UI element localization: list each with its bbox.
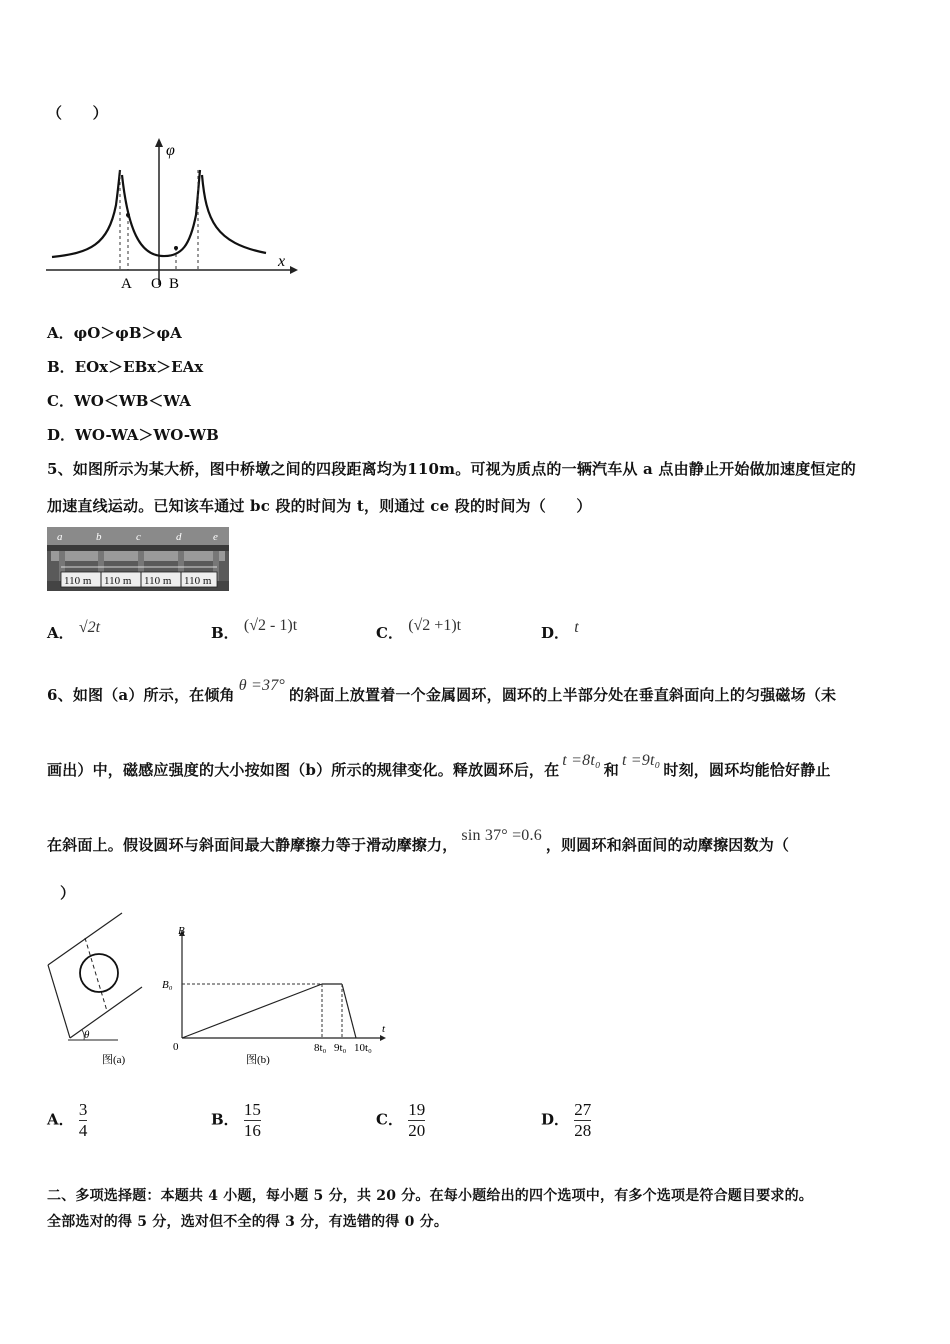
theta-expression: θ =37°	[238, 677, 286, 694]
fraction	[79, 1100, 88, 1141]
denominator: 20	[408, 1121, 426, 1140]
tick-9t0: 9t₀	[334, 1042, 347, 1054]
q5-option-d[interactable]	[541, 619, 579, 643]
time-expression-1: t =8t₀	[562, 752, 601, 769]
bridge-point-e: e	[213, 531, 218, 543]
numerator: 27	[574, 1100, 592, 1119]
text-segment: 时刻，圆环均能恰好静止	[663, 761, 831, 779]
tick-8t0: 8t₀	[314, 1042, 327, 1054]
section2-heading-line1: 二、多项选择题：本题共 4 小题，每小题 5 分，共 20 分。在每小题给出的四个选项中，有多个选项是符合题目要求的。	[47, 1188, 814, 1204]
q6-option-c[interactable]	[376, 1100, 425, 1141]
sin-expression: sin 37° =0.6	[461, 827, 542, 844]
point-b-label: B	[169, 276, 180, 292]
option-math: (√2 - 1)t	[243, 617, 298, 634]
t-axis-label: t	[382, 1023, 386, 1035]
option-letter: D．	[47, 426, 76, 444]
q6-option-a[interactable]	[47, 1100, 87, 1141]
b0-label: B₀	[162, 979, 173, 991]
q4-option-c[interactable]	[47, 390, 191, 411]
q4-option-a[interactable]	[47, 322, 182, 343]
option-text: WO-WA＞WO-WB	[75, 426, 219, 444]
figure-b-b-t-graph	[160, 920, 390, 1070]
origin-label: 0	[173, 1041, 179, 1053]
point-o-label: O	[151, 276, 162, 292]
section2-heading-line2: 全部选对的得 5 分，选对但不全的得 3 分，有选错的得 0 分。	[47, 1214, 449, 1230]
text-segment: 画出）中，磁感应强度的大小按如图（b）所示的规律变化。释放圆环后，在	[47, 761, 560, 779]
q5-option-c[interactable]	[376, 617, 462, 643]
phi-label: φ	[166, 142, 175, 159]
text-segment: 在斜面上。假设圆环与斜面间最大静摩擦力等于滑动摩擦力，	[47, 836, 458, 854]
option-text: φO＞φB＞φA	[73, 324, 182, 342]
option-math: √2t	[78, 619, 101, 636]
span-label: 110 m	[184, 575, 212, 587]
numerator: 19	[408, 1100, 426, 1119]
fraction	[244, 1100, 261, 1141]
fraction	[574, 1100, 591, 1141]
q4-option-b[interactable]	[47, 356, 203, 377]
numerator: 15	[243, 1100, 261, 1119]
option-math: (√2 +1)t	[408, 617, 462, 634]
q5-stem-line1: 5、如图所示为某大桥，图中桥墩之间的四段距离均为110m。可视为质点的一辆汽车从 a 点由静止开始做加速度恒定的	[47, 460, 856, 478]
time-expression-2: t =9t₀	[621, 752, 661, 769]
bridge-point-c: c	[136, 531, 141, 543]
span-label: 110 m	[104, 575, 132, 587]
q6-stem-line2	[47, 752, 831, 780]
q5-stem-line2: 加速直线运动。已知该车通过 bc 段的时间为 t，则通过 ce 段的时间为（ ）	[47, 497, 592, 515]
q6-option-d[interactable]	[541, 1100, 591, 1141]
text-segment: 和	[603, 761, 619, 779]
x-axis-label: x	[278, 253, 286, 270]
q6-option-b[interactable]	[211, 1100, 261, 1141]
option-text: EOx＞EBx＞EAx	[74, 358, 204, 376]
option-letter: D．	[541, 624, 570, 642]
q5-option-b[interactable]	[211, 617, 298, 643]
q4-option-d[interactable]	[47, 424, 219, 445]
tick-10t0: 10t₀	[354, 1042, 372, 1054]
q4-potential-graph	[40, 135, 300, 295]
text-segment: 6、如图（a）所示，在倾角	[47, 686, 235, 704]
figure-a-incline	[40, 905, 160, 1070]
bridge-photo	[47, 527, 229, 591]
option-text: WO＜WB＜WA	[73, 392, 191, 410]
option-letter: B．	[211, 624, 239, 642]
b-axis-label: B	[178, 925, 185, 937]
denominator: 16	[243, 1121, 261, 1140]
span-label: 110 m	[144, 575, 172, 587]
option-letter: B．	[211, 1110, 239, 1129]
option-letter: B．	[47, 358, 75, 376]
option-letter: A．	[47, 1110, 74, 1129]
theta-label: θ	[84, 1029, 90, 1041]
q6-stem-line4: ）	[60, 884, 76, 902]
option-letter: A．	[47, 624, 74, 642]
option-letter: C．	[376, 1110, 403, 1129]
option-letter: C．	[47, 392, 74, 410]
option-letter: D．	[541, 1110, 570, 1129]
option-letter: A．	[47, 324, 74, 342]
q5-option-a[interactable]	[47, 619, 101, 643]
fraction	[408, 1100, 425, 1141]
q4-bracket: （ ）	[47, 104, 108, 122]
span-label: 110 m	[64, 575, 92, 587]
figure-a-caption: 图(a)	[102, 1054, 126, 1066]
text-segment: 的斜面上放置着一个金属圆环，圆环的上半部分处在垂直斜面向上的匀强磁场（未	[289, 686, 837, 704]
denominator: 4	[78, 1121, 88, 1140]
q6-stem-line1	[47, 677, 837, 705]
q6-stem-line3	[47, 827, 790, 855]
point-a-label: A	[121, 276, 132, 292]
option-letter: C．	[376, 624, 403, 642]
text-segment: ，则圆环和斜面间的动摩擦因数为（	[545, 836, 790, 854]
option-math: t	[574, 619, 579, 636]
numerator: 3	[78, 1100, 88, 1119]
bridge-point-b: b	[96, 531, 102, 543]
figure-b-caption: 图(b)	[246, 1054, 270, 1066]
denominator: 28	[574, 1121, 592, 1140]
bridge-point-a: a	[57, 531, 63, 543]
bridge-point-d: d	[176, 531, 182, 543]
